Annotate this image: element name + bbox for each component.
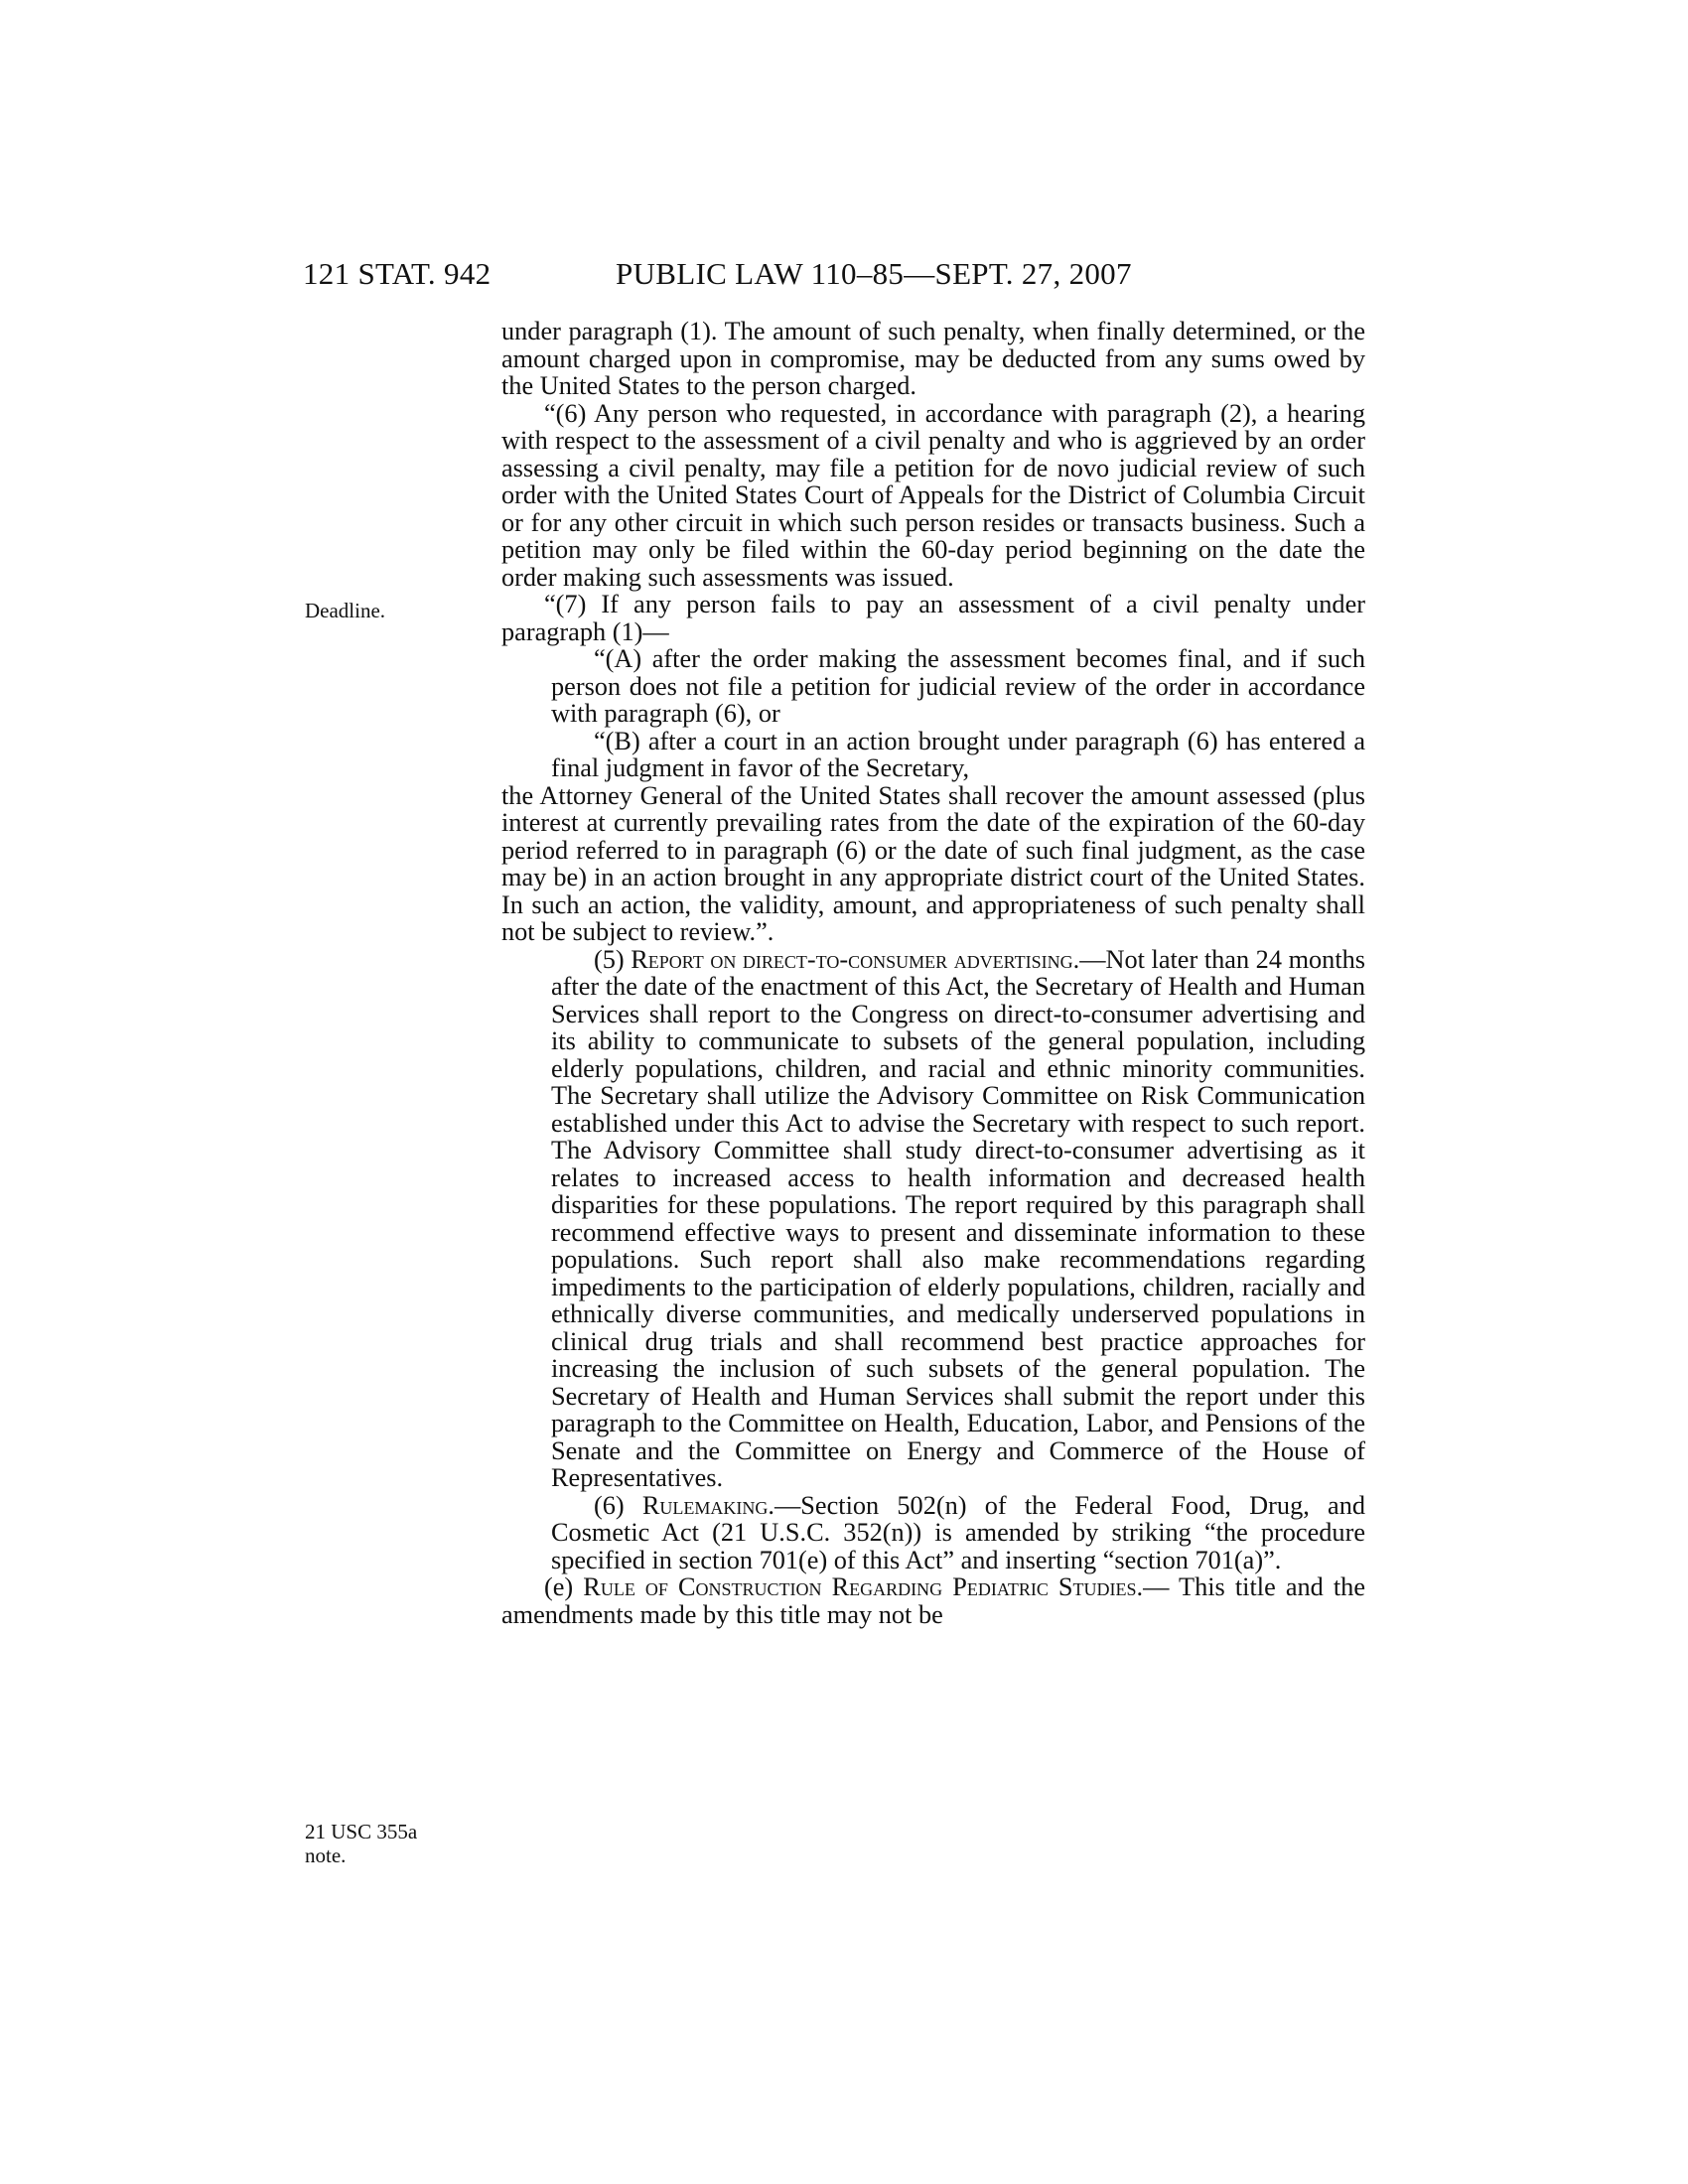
section-6-number: (6) [594, 1490, 642, 1520]
paragraph-7-failure-to-pay: “(7) If any person fails to pay an assessment of a civil penalty under paragraph (1)— [501, 590, 1365, 646]
paragraph-continuation: under paragraph (1). The amount of such penalty, when finally determined, or the amount charged upon in compromise, may be deducted from any sums owed by the United States to the person charged. [501, 317, 1365, 400]
section-6-text: —Section 502(n) of the Federal Food, Drug, and Cosmetic Act (21 U.S.C. 352(n)) is amended by striking “the procedure specified in section 701(e) of this Act” and inserting “section 701(a)”. [551, 1490, 1365, 1574]
paragraph-6-judicial-review: “(6) Any person who requested, in accordance with paragraph (2), a hearing with respect to the assessment of a civil penalty and who is aggrieved by an order assessing a civil penalty, may file a petition for de novo judicial review of such order with the United States Court of Appeals for the District of Columbia Circuit or for any other circuit in which such person resides or transacts business. Such a petition may only be filed within the 60-day period beginning on the date the order making such assessments was issued. [501, 398, 1365, 592]
margin-note-deadline: Deadline. [305, 599, 386, 622]
section-5-text: —Not later than 24 months after the date of the enactment of this Act, the Secretary of Health and Human Services shall report to the Congress on direct-to-consumer advertising and its ability to communicate to subsets of the general population, including elderly populations, children, and racial and ethnic minority communities. The Secretary shall utilize the Advisory Committee on Risk Communication established under this Act to advise the Secretary with respect to such report. The Advisory Committee shall study direct-to-consumer advertising as it relates to increased access to health information and decreased health disparities for these populations. The report required by this paragraph shall recommend effective ways to present and disseminate information to these populations. Such report shall also make recommendations regarding impediments to the participation of elderly populations, children, racially and ethnically diverse communities, and medically underserved populations in clinical drug trials and shall recommend best practice approaches for increasing the inclusion of such subsets of the general population. The Secretary of Health and Human Services shall submit the report under this paragraph to the Committee on Health, Education, Labor, and Pensions of the Senate and the Committee on Energy and Commerce of the House of Representatives. [551, 944, 1366, 1492]
section-5-report [501, 946, 1365, 1492]
section-e-heading: Rule of Construction Regarding Pediatric Studies. [583, 1572, 1144, 1601]
subparagraph-b: “(B) after a court in an action brought under paragraph (6) has entered a final judgment in favor of the Secretary, [551, 726, 1365, 782]
running-head: PUBLIC LAW 110–85—SEPT. 27, 2007 [616, 256, 1132, 291]
section-5-heading: Report on direct-to-consumer advertising. [631, 944, 1080, 974]
margin-note-usc: 21 USC 355a note. [305, 1820, 418, 1867]
section-e-rule-of-construction [501, 1573, 1365, 1628]
body-text [501, 318, 1365, 1628]
paragraph-recovery: the Attorney General of the United States shall recover the amount assessed (plus interest at currently prevailing rates from the date of the expiration of the 60-day period referred to in paragraph (6) or the date of such final judgment, as the case may be) in an action brought in any appropriate district court of the United States. In such an action, the validity, amount, and appropriateness of such penalty shall not be subject to review.”. [501, 780, 1365, 946]
section-6-heading: Rulemaking. [641, 1490, 774, 1520]
section-e-number: (e) [544, 1572, 584, 1601]
section-6-rulemaking [501, 1492, 1365, 1574]
page-number: 121 STAT. 942 [303, 256, 492, 291]
subparagraph-a: “(A) after the order making the assessment becomes final, and if such person does not file a petition for judicial review of the order in accordance with paragraph (6), or [551, 644, 1365, 728]
section-e-text: — This title and the amendments made by this title may not be [501, 1572, 1365, 1629]
section-5-number: (5) [594, 944, 632, 974]
